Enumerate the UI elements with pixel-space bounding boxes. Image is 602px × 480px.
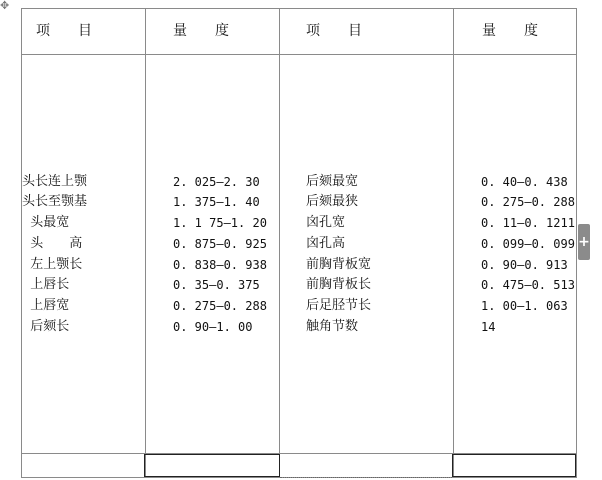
- left-item-2: 头长至颚基: [22, 194, 88, 209]
- right-item-5: 前胸背板宽: [306, 257, 372, 272]
- right-item-8: 触角节数: [306, 319, 359, 334]
- left-item-5: 左上颚长: [22, 257, 83, 272]
- left-value-1: 2. 025—2. 30: [173, 175, 260, 189]
- left-value-2: 1. 375—1. 40: [173, 195, 260, 209]
- right-item-2: 后颏最狭: [306, 194, 359, 209]
- header-item-right: 项 目: [306, 23, 362, 39]
- column-divider: [145, 8, 146, 478]
- right-item-7: 后足胫节长: [306, 298, 372, 313]
- bottom-cell-selected-right[interactable]: [452, 454, 576, 477]
- left-item-7: 上唇宽: [22, 298, 70, 313]
- left-value-7: 0. 275—0. 288: [173, 299, 267, 313]
- right-value-6: 0. 475—0. 513: [481, 278, 575, 292]
- left-value-4: 0. 875—0. 925: [173, 237, 267, 251]
- right-value-1: 0. 40—0. 438: [481, 175, 568, 189]
- left-item-6: 上唇长: [22, 277, 70, 292]
- left-item-4: 头 高: [22, 236, 83, 251]
- right-value-4: 0. 099—0. 099: [481, 237, 575, 251]
- left-value-6: 0. 35—0. 375: [173, 278, 260, 292]
- bottom-cell-dotted-edge: [280, 477, 452, 479]
- right-value-3: 0. 11—0. 1211: [481, 216, 575, 230]
- left-value-3: 1. 1 75—1. 20: [173, 216, 267, 230]
- header-separator: [21, 54, 577, 55]
- left-item-3: 头最宽: [22, 215, 70, 230]
- right-value-5: 0. 90—0. 913: [481, 258, 568, 272]
- column-divider: [279, 8, 280, 478]
- right-item-4: 囟孔高: [306, 236, 346, 251]
- left-value-8: 0. 90—1. 00: [173, 320, 253, 334]
- right-item-1: 后颏最宽: [306, 174, 359, 189]
- right-item-6: 前胸背板长: [306, 277, 372, 292]
- right-value-8: 14: [481, 320, 496, 334]
- move-handle-icon[interactable]: ✥: [0, 0, 10, 12]
- bottom-cell-selected[interactable]: [144, 454, 280, 477]
- header-measure-left: 量 度: [173, 23, 229, 39]
- header-measure-right: 量 度: [482, 23, 538, 39]
- right-value-7: 1. 00—1. 063: [481, 299, 568, 313]
- left-item-1: 头长连上颚: [22, 174, 88, 189]
- plus-icon[interactable]: +: [578, 224, 590, 260]
- header-item-left: 项 目: [36, 23, 92, 39]
- left-item-8: 后颏长: [22, 319, 70, 334]
- column-divider: [453, 8, 454, 478]
- left-value-5: 0. 838—0. 938: [173, 258, 267, 272]
- right-item-3: 囟孔宽: [306, 215, 346, 230]
- right-value-2: 0. 275—0. 288: [481, 195, 575, 209]
